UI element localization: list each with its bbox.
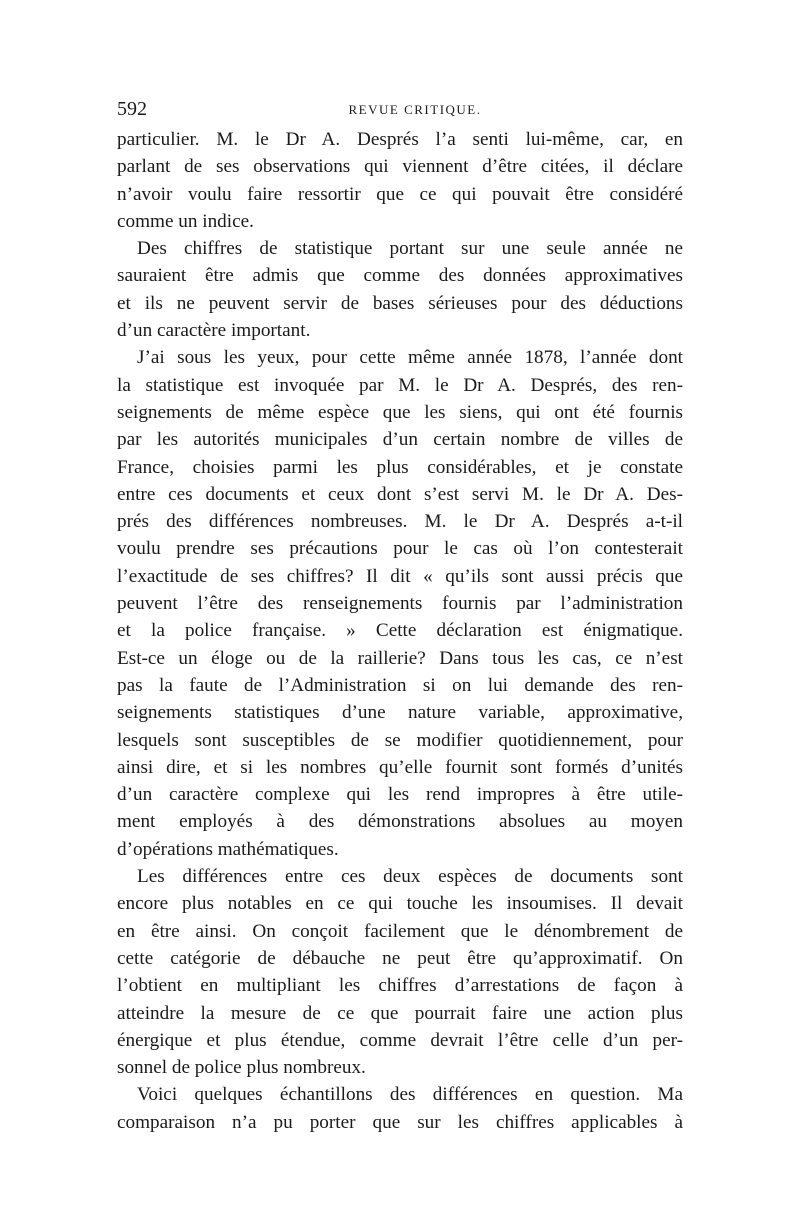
text-line: ainsi dire, et si les nombres qu’elle fournit sont formés d’unités xyxy=(117,756,683,778)
text-line: la statistique est invoquée par M. le Dr A. Després, des ren- xyxy=(117,374,683,396)
text-line: seignements statistiques d’une nature variable, approximative, xyxy=(117,702,683,724)
paragraph-5 xyxy=(117,1081,683,1136)
text-line: ment employés à des démonstrations absolues au moyen xyxy=(117,811,683,833)
body-text xyxy=(117,126,683,1136)
text-line: énergique et plus étendue, comme devrait l’être celle d’un per- xyxy=(117,1029,683,1051)
text-line: Les différences entre ces deux espèces de documents sont xyxy=(137,866,683,888)
document-page xyxy=(117,96,683,1136)
text-line: d’un caractère complexe qui les rend impropres à être utile- xyxy=(117,784,683,806)
text-line: et ils ne peuvent servir de bases sérieuses pour des déductions xyxy=(117,292,683,314)
text-line: particulier. M. le Dr A. Després l’a senti lui-même, car, en xyxy=(117,129,683,150)
text-line: cette catégorie de débauche ne peut être qu’approximatif. On xyxy=(117,947,683,969)
paragraph-1 xyxy=(117,126,683,235)
text-line: d’opérations mathématiques. xyxy=(117,838,339,860)
text-line: peuvent l’être des renseignements fournis par l’administration xyxy=(117,593,683,615)
running-head xyxy=(117,96,683,126)
text-line: France, choisies parmi les plus considérables, et je constate xyxy=(117,456,683,478)
running-title: REVUE CRITIQUE. xyxy=(348,102,482,117)
text-line: Voici quelques échantillons des différences en question. Ma xyxy=(137,1084,683,1106)
paragraph-3 xyxy=(117,344,683,863)
text-line: et la police française. » Cette déclaration est énigmatique. xyxy=(117,620,683,642)
text-line: comparaison n’a pu porter que sur les chiffres applicables à xyxy=(117,1111,683,1133)
text-line: l’obtient en multipliant les chiffres d’arrestations de façon à xyxy=(117,975,683,997)
text-line: Des chiffres de statistique portant sur une seule année ne xyxy=(137,238,683,260)
paragraph-2 xyxy=(117,235,683,344)
text-line: comme un indice. xyxy=(117,210,254,232)
text-line: sauraient être admis que comme des données approximatives xyxy=(117,265,683,287)
text-line: voulu prendre ses précautions pour le cas où l’on contesterait xyxy=(117,538,683,560)
text-line: Est-ce un éloge ou de la raillerie? Dans tous les cas, ce n’est xyxy=(117,647,683,669)
text-line: atteindre la mesure de ce que pourrait faire une action plus xyxy=(117,1002,683,1024)
page-number: 592 xyxy=(117,98,147,120)
text-line: n’avoir voulu faire ressortir que ce qui pouvait être considéré xyxy=(117,183,683,205)
text-line: l’exactitude de ses chiffres? Il dit « qu’ils sont aussi précis que xyxy=(117,565,683,587)
text-line: seignements de même espèce que les siens, qui ont été fournis xyxy=(117,401,683,423)
text-line: d’un caractère important. xyxy=(117,320,311,342)
text-line: parlant de ses observations qui viennent d’être citées, il déclare xyxy=(117,156,683,178)
text-line: par les autorités municipales d’un certain nombre de villes de xyxy=(117,429,683,451)
text-line: sonnel de police plus nombreux. xyxy=(117,1057,366,1079)
paragraph-4 xyxy=(117,863,683,1081)
text-line: encore plus notables en ce qui touche les insoumises. Il devait xyxy=(117,893,683,915)
text-line: entre ces documents et ceux dont s’est servi M. le Dr A. Des- xyxy=(117,483,683,505)
text-line: J’ai sous les yeux, pour cette même année 1878, l’année dont xyxy=(137,347,683,369)
text-line: lesquels sont susceptibles de se modifier quotidiennement, pour xyxy=(117,729,683,751)
text-line: prés des différences nombreuses. M. le Dr A. Després a-t-il xyxy=(117,511,683,533)
text-line: en être ainsi. On conçoit facilement que le dénombrement de xyxy=(117,920,683,942)
text-line: pas la faute de l’Administration si on lui demande des ren- xyxy=(117,674,683,696)
